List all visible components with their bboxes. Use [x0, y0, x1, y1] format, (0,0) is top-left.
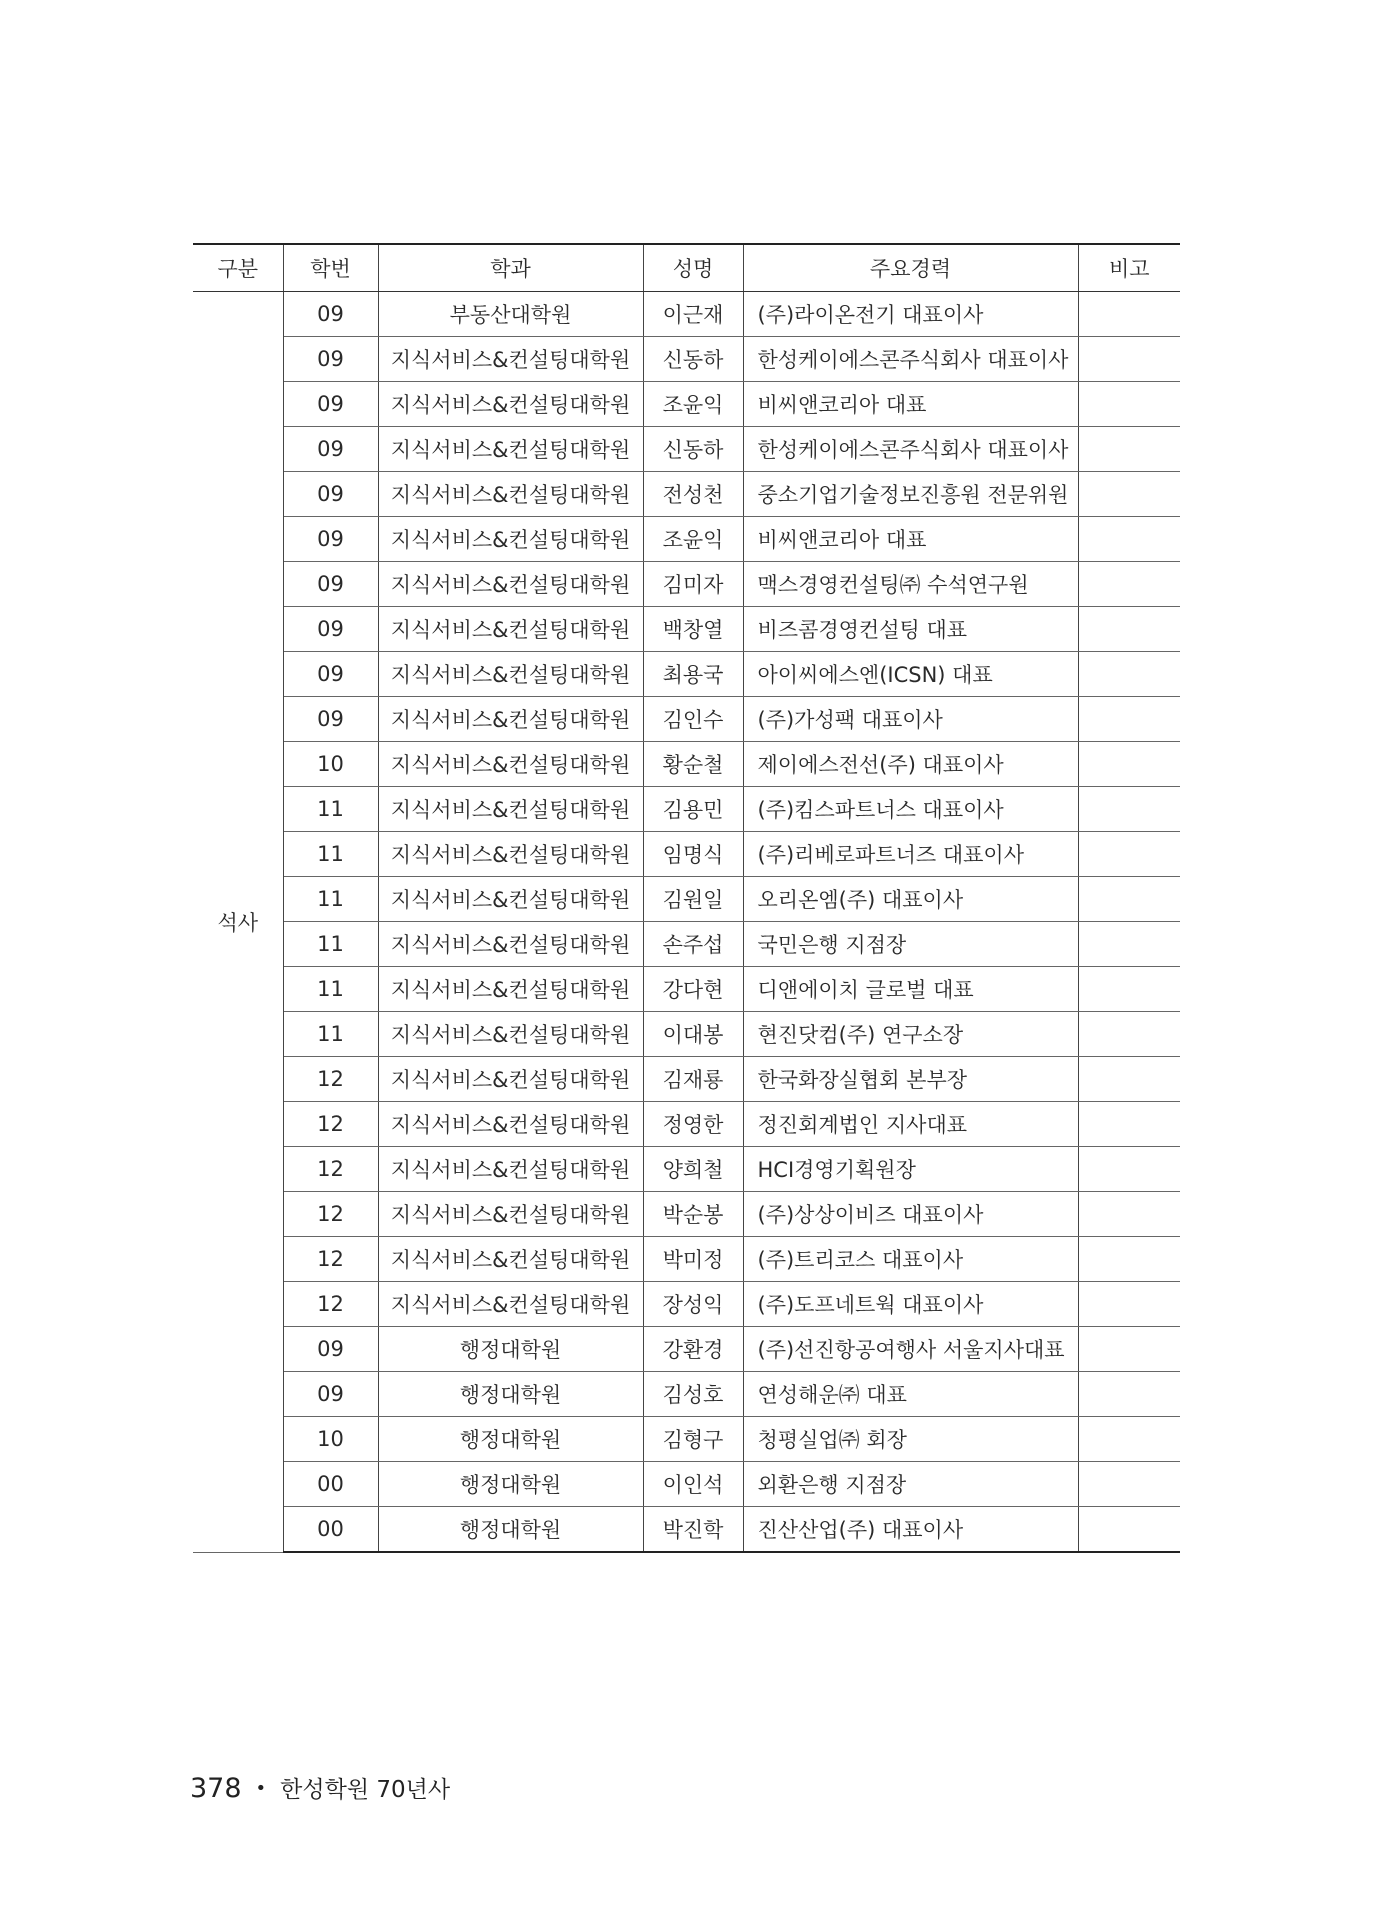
name-cell: 장성익 [643, 1282, 743, 1327]
department-cell: 행정대학원 [378, 1462, 643, 1507]
table-row [193, 652, 1180, 697]
table-row [193, 427, 1180, 472]
table-row [193, 922, 1180, 967]
career-cell: 한성케이에스콘주식회사 대표이사 [743, 337, 1078, 382]
note-cell [1078, 292, 1180, 337]
name-cell: 강다현 [643, 967, 743, 1012]
year-cell: 09 [283, 1372, 378, 1417]
department-cell: 지식서비스&컨설팅대학원 [378, 1057, 643, 1102]
department-cell: 지식서비스&컨설팅대학원 [378, 517, 643, 562]
page-footer [190, 1771, 450, 1804]
book-title: 한성학원 70년사 [280, 1777, 451, 1803]
header-department: 학과 [378, 244, 643, 292]
table-row [193, 1507, 1180, 1553]
department-cell: 지식서비스&컨설팅대학원 [378, 1102, 643, 1147]
department-cell: 행정대학원 [378, 1417, 643, 1462]
name-cell: 조윤익 [643, 382, 743, 427]
career-cell: 외환은행 지점장 [743, 1462, 1078, 1507]
table-row [193, 1012, 1180, 1057]
department-cell: 지식서비스&컨설팅대학원 [378, 877, 643, 922]
career-cell: 연성해운㈜ 대표 [743, 1372, 1078, 1417]
department-cell: 행정대학원 [378, 1507, 643, 1553]
year-cell: 09 [283, 562, 378, 607]
career-cell: (주)도프네트웍 대표이사 [743, 1282, 1078, 1327]
name-cell: 신동하 [643, 337, 743, 382]
year-cell: 10 [283, 742, 378, 787]
career-cell: 중소기업기술정보진흥원 전문위원 [743, 472, 1078, 517]
note-cell [1078, 337, 1180, 382]
name-cell: 박미정 [643, 1237, 743, 1282]
table-row [193, 472, 1180, 517]
header-note: 비고 [1078, 244, 1180, 292]
career-cell: 한성케이에스콘주식회사 대표이사 [743, 427, 1078, 472]
year-cell: 10 [283, 1417, 378, 1462]
name-cell: 전성천 [643, 472, 743, 517]
department-cell: 지식서비스&컨설팅대학원 [378, 697, 643, 742]
note-cell [1078, 562, 1180, 607]
career-cell: 진산산업(주) 대표이사 [743, 1507, 1078, 1553]
table-row [193, 832, 1180, 877]
year-cell: 11 [283, 832, 378, 877]
career-cell: 현진닷컴(주) 연구소장 [743, 1012, 1078, 1057]
career-cell: 한국화장실협회 본부장 [743, 1057, 1078, 1102]
table-row [193, 607, 1180, 652]
note-cell [1078, 1057, 1180, 1102]
name-cell: 백창열 [643, 607, 743, 652]
header-name: 성명 [643, 244, 743, 292]
footer-separator: • [255, 1778, 267, 1799]
table-row [193, 1327, 1180, 1372]
note-cell [1078, 1147, 1180, 1192]
table-row [193, 787, 1180, 832]
table-row [193, 337, 1180, 382]
name-cell: 최용국 [643, 652, 743, 697]
note-cell [1078, 922, 1180, 967]
department-cell: 행정대학원 [378, 1327, 643, 1372]
name-cell: 김형구 [643, 1417, 743, 1462]
career-cell: (주)리베로파트너즈 대표이사 [743, 832, 1078, 877]
note-cell [1078, 1282, 1180, 1327]
year-cell: 12 [283, 1147, 378, 1192]
note-cell [1078, 607, 1180, 652]
name-cell: 김인수 [643, 697, 743, 742]
table-row [193, 292, 1180, 337]
department-cell: 행정대학원 [378, 1372, 643, 1417]
table-row [193, 517, 1180, 562]
table-row [193, 1462, 1180, 1507]
note-cell [1078, 517, 1180, 562]
name-cell: 김원일 [643, 877, 743, 922]
division-cell: 석사 [193, 292, 283, 1553]
year-cell: 00 [283, 1462, 378, 1507]
name-cell: 이근재 [643, 292, 743, 337]
career-cell: 디앤에이치 글로벌 대표 [743, 967, 1078, 1012]
name-cell: 양희철 [643, 1147, 743, 1192]
table-header-row [193, 244, 1180, 292]
year-cell: 11 [283, 922, 378, 967]
note-cell [1078, 787, 1180, 832]
name-cell: 박진학 [643, 1507, 743, 1553]
note-cell [1078, 652, 1180, 697]
note-cell [1078, 742, 1180, 787]
table-row [193, 1192, 1180, 1237]
page-number: 378 [190, 1773, 242, 1804]
career-cell: HCI경영기획원장 [743, 1147, 1078, 1192]
department-cell: 지식서비스&컨설팅대학원 [378, 1012, 643, 1057]
year-cell: 09 [283, 697, 378, 742]
year-cell: 12 [283, 1282, 378, 1327]
table-body [193, 292, 1180, 1553]
note-cell [1078, 1237, 1180, 1282]
note-cell [1078, 1102, 1180, 1147]
year-cell: 09 [283, 472, 378, 517]
year-cell: 12 [283, 1102, 378, 1147]
department-cell: 지식서비스&컨설팅대학원 [378, 742, 643, 787]
department-cell: 지식서비스&컨설팅대학원 [378, 922, 643, 967]
department-cell: 지식서비스&컨설팅대학원 [378, 562, 643, 607]
note-cell [1078, 1327, 1180, 1372]
department-cell: 지식서비스&컨설팅대학원 [378, 1282, 643, 1327]
name-cell: 임명식 [643, 832, 743, 877]
name-cell: 김미자 [643, 562, 743, 607]
career-cell: 아이씨에스엔(ICSN) 대표 [743, 652, 1078, 697]
year-cell: 09 [283, 517, 378, 562]
note-cell [1078, 967, 1180, 1012]
note-cell [1078, 1462, 1180, 1507]
name-cell: 김성호 [643, 1372, 743, 1417]
department-cell: 지식서비스&컨설팅대학원 [378, 607, 643, 652]
department-cell: 지식서비스&컨설팅대학원 [378, 427, 643, 472]
year-cell: 00 [283, 1507, 378, 1553]
alumni-career-table [193, 243, 1180, 1553]
career-cell: 비씨앤코리아 대표 [743, 517, 1078, 562]
table-row [193, 967, 1180, 1012]
year-cell: 11 [283, 967, 378, 1012]
note-cell [1078, 472, 1180, 517]
table-row [193, 1147, 1180, 1192]
note-cell [1078, 1417, 1180, 1462]
year-cell: 09 [283, 607, 378, 652]
table-row [193, 382, 1180, 427]
year-cell: 09 [283, 337, 378, 382]
name-cell: 이인석 [643, 1462, 743, 1507]
table-row [193, 1102, 1180, 1147]
header-year: 학번 [283, 244, 378, 292]
name-cell: 강환경 [643, 1327, 743, 1372]
department-cell: 지식서비스&컨설팅대학원 [378, 1147, 643, 1192]
name-cell: 박순봉 [643, 1192, 743, 1237]
note-cell [1078, 1507, 1180, 1553]
year-cell: 11 [283, 1012, 378, 1057]
career-cell: (주)킴스파트너스 대표이사 [743, 787, 1078, 832]
note-cell [1078, 877, 1180, 922]
table-row [193, 1237, 1180, 1282]
department-cell: 지식서비스&컨설팅대학원 [378, 472, 643, 517]
year-cell: 12 [283, 1192, 378, 1237]
name-cell: 신동하 [643, 427, 743, 472]
career-cell: (주)선진항공여행사 서울지사대표 [743, 1327, 1078, 1372]
year-cell: 11 [283, 877, 378, 922]
department-cell: 지식서비스&컨설팅대학원 [378, 1192, 643, 1237]
name-cell: 김재룡 [643, 1057, 743, 1102]
name-cell: 정영한 [643, 1102, 743, 1147]
name-cell: 조윤익 [643, 517, 743, 562]
career-cell: 맥스경영컨설팅㈜ 수석연구원 [743, 562, 1078, 607]
table-row [193, 562, 1180, 607]
header-career: 주요경력 [743, 244, 1078, 292]
department-cell: 지식서비스&컨설팅대학원 [378, 832, 643, 877]
department-cell: 지식서비스&컨설팅대학원 [378, 787, 643, 832]
table-row [193, 1282, 1180, 1327]
note-cell [1078, 697, 1180, 742]
career-cell: 오리온엠(주) 대표이사 [743, 877, 1078, 922]
department-cell: 지식서비스&컨설팅대학원 [378, 1237, 643, 1282]
note-cell [1078, 1012, 1180, 1057]
table-row [193, 877, 1180, 922]
career-cell: 제이에스전선(주) 대표이사 [743, 742, 1078, 787]
note-cell [1078, 427, 1180, 472]
year-cell: 09 [283, 1327, 378, 1372]
year-cell: 09 [283, 382, 378, 427]
name-cell: 손주섭 [643, 922, 743, 967]
department-cell: 지식서비스&컨설팅대학원 [378, 337, 643, 382]
note-cell [1078, 382, 1180, 427]
name-cell: 이대봉 [643, 1012, 743, 1057]
table-row [193, 742, 1180, 787]
year-cell: 12 [283, 1237, 378, 1282]
department-cell: 지식서비스&컨설팅대학원 [378, 967, 643, 1012]
year-cell: 12 [283, 1057, 378, 1102]
table-row [193, 1372, 1180, 1417]
table-row [193, 1057, 1180, 1102]
career-cell: (주)가성팩 대표이사 [743, 697, 1078, 742]
table-row [193, 1417, 1180, 1462]
career-cell: 비씨앤코리아 대표 [743, 382, 1078, 427]
career-cell: (주)상상이비즈 대표이사 [743, 1192, 1078, 1237]
alumni-table-container [193, 243, 1180, 1553]
department-cell: 지식서비스&컨설팅대학원 [378, 382, 643, 427]
career-cell: 국민은행 지점장 [743, 922, 1078, 967]
year-cell: 09 [283, 652, 378, 697]
career-cell: 비즈콤경영컨설팅 대표 [743, 607, 1078, 652]
note-cell [1078, 1372, 1180, 1417]
year-cell: 09 [283, 427, 378, 472]
year-cell: 09 [283, 292, 378, 337]
name-cell: 김용민 [643, 787, 743, 832]
career-cell: 청평실업㈜ 회장 [743, 1417, 1078, 1462]
table-row [193, 697, 1180, 742]
note-cell [1078, 832, 1180, 877]
department-cell: 부동산대학원 [378, 292, 643, 337]
career-cell: 정진회계법인 지사대표 [743, 1102, 1078, 1147]
name-cell: 황순철 [643, 742, 743, 787]
note-cell [1078, 1192, 1180, 1237]
department-cell: 지식서비스&컨설팅대학원 [378, 652, 643, 697]
career-cell: (주)트리코스 대표이사 [743, 1237, 1078, 1282]
year-cell: 11 [283, 787, 378, 832]
career-cell: (주)라이온전기 대표이사 [743, 292, 1078, 337]
header-division: 구분 [193, 244, 283, 292]
